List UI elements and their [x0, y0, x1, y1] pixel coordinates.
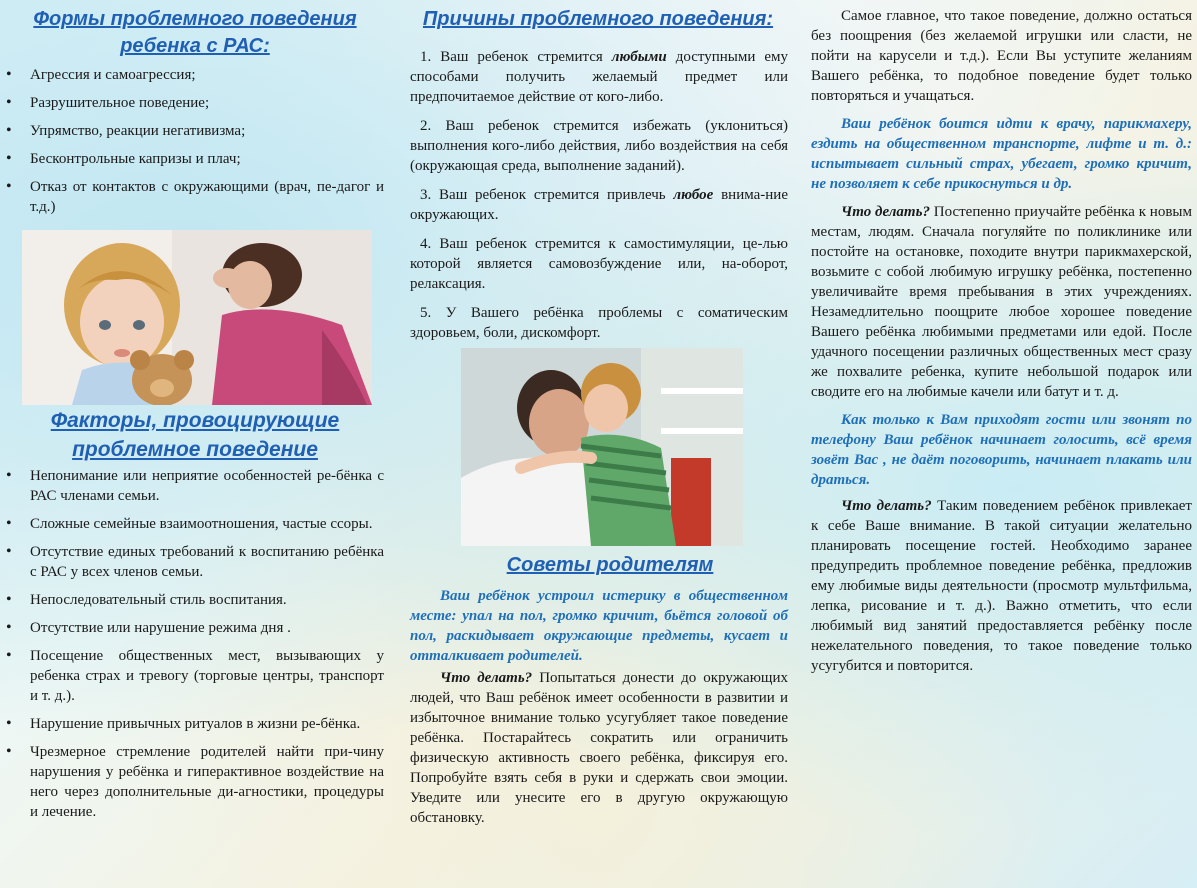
list-item: • Отказ от контактов с окружающими (врач, пе-дагог и т.д.) — [0, 177, 384, 217]
causes-title: Причины проблемного поведения: — [422, 8, 774, 30]
advice-situation: Ваш ребёнок устроил истерику в общественном месте: упал на пол, громко кричит, бьётся головой об пол, раскидывает окружающие предметы, кусает и отталкивает родителей. — [410, 588, 788, 664]
photo-child-and-mother — [22, 230, 372, 405]
factors-list — [0, 466, 384, 830]
factors-heading — [10, 406, 380, 464]
forms-heading — [10, 6, 380, 60]
list-item: • Агрессия и самоагрессия; — [0, 65, 384, 85]
forms-title-line2: ребенка с РАС: — [120, 35, 270, 57]
right-column-text — [811, 6, 1192, 676]
forms-list — [0, 65, 384, 225]
cause-item: 4. Ваш ребенок стремится к самостимуляции, це-лью которой является самовозбуждение или, на-оборот, релаксация. — [410, 236, 788, 292]
list-item: • Непонимание или неприятие особенностей ре-бёнка с РАС членами семьи. — [0, 466, 384, 506]
list-item: • Бесконтрольные капризы и плач; — [0, 149, 384, 169]
forms-title-line1: Формы проблемного поведения — [33, 8, 357, 30]
column-left — [0, 0, 392, 888]
situation-doctor: Ваш ребёнок боится идти к врачу, парикмахеру, ездить на общественном транспорте, лифте и т. д.: испытывает сильный страх, убегает, громко кричит, не позволяет к себе прикоснуться и др. — [811, 116, 1192, 192]
column-middle — [400, 0, 796, 888]
advice-title: Советы родителям — [506, 554, 714, 576]
photo-father-and-son — [461, 348, 743, 546]
list-item: • Нарушение привычных ритуалов в жизни ре-бёнка. — [0, 714, 384, 734]
list-item: • Посещение общественных мест, вызывающих у ребенка страх и тревогу (торговые центры, транспорт и т. д.). — [0, 646, 384, 706]
advice-guests: Что делать? Таким поведением ребёнок привлекает к себе Ваше внимание. В такой ситуации желательно планировать посещение гостей. Необходимо заранее предупредить проблемное поведение ребёнка, предложив ему любимые виды деятельности (просмотр мультфильма, лепка, рисование и т. д.). Важно отметить, что если любимый вид занятий предоставляется ребёнку после нежелательного поведения, то такое поведение только усугубится и повторится. — [811, 498, 1192, 674]
list-item: • Упрямство, реакции негативизма; — [0, 121, 384, 141]
situation-guests: Как только к Вам приходят гости или звонят по телефону Ваш ребёнок начинает голосить, всё время зовёт Вас , не даёт поговорить, начинает плакать или драться. — [811, 412, 1192, 488]
cause-item: 3. Ваш ребенок стремится привлечь любое внима-ние окружающих. — [410, 187, 788, 223]
list-item: • Отсутствие единых требований к воспитанию ребёнка с РАС у всех членов семьи. — [0, 542, 384, 582]
list-item: • Непоследовательный стиль воспитания. — [0, 590, 384, 610]
factors-title-line1: Факторы, провоцирующие — [50, 409, 340, 432]
causes-list — [410, 47, 788, 352]
cause-item: 2. Ваш ребенок стремится избежать (уклониться) выполнения кого-либо действия, либо воздействия на себя (окружающая среда, выполнение заданий). — [410, 118, 788, 174]
advice-block — [410, 586, 788, 828]
column-right — [806, 0, 1197, 888]
factors-title-line2: проблемное поведение — [72, 438, 318, 461]
cause-item: 5. У Вашего ребёнка проблемы с соматическим здоровьем, боли, дискомфорт. — [410, 305, 788, 341]
advice-doctor: Что делать? Постепенно приучайте ребёнка к новым местам, людям. Сначала погуляйте по поликлинике или постойте на остановке, походите внутри парикмахерской, возьмите с собой любимую игрушку ребёнка, постепенно увеличивайте время пребывания в этих учреждениях. Незамедлительно поощрите любое хорошее поведение Вашего ребёнка любимыми предметами или едой. После удачного посещении различных общественных мест сразу же похвалите ребенка, купите небольшой подарок или сводите его на любимые качели или батут и т. д. — [811, 204, 1192, 400]
cause-item: 1. Ваш ребенок стремится любыми доступными ему способами получить желаемый предмет или предпочитаемое действие от кого-либо. — [410, 49, 788, 105]
list-item: • Сложные семейные взаимоотношения, частые ссоры. — [0, 514, 384, 534]
list-item: • Отсутствие или нарушение режима дня . — [0, 618, 384, 638]
intro-paragraph: Самое главное, что такое поведение, должно остаться без поощрения (без желаемой игрушки или сласти, не пойти на карусели и т.д.). Если Вы уступите желаниям Вашего ребёнка, то подобное поведение будет только повторяться и учащаться. — [811, 8, 1192, 104]
list-item: • Разрушительное поведение; — [0, 93, 384, 113]
list-item: • Чрезмерное стремление родителей найти при-чину нарушения у ребёнка и гиперактивное воздействие на него через дополнительные ди-агностики, процедуры и лечение. — [0, 742, 384, 822]
what-to-do-label: Что делать? — [440, 670, 533, 686]
advice-text: Что делать? Попытаться донести до окружающих людей, что Ваш ребёнок имеет особенности в развитии и избыточное внимание только усугубляет такое поведение ребёнка. Постарайтесь сократить или ограничить физическую активность своего ребёнка, фиксируя его. Попробуйте взять себя в руки и сдержать свои эмоции. Уведите или унесите его в другую окружающую обстановку. — [410, 670, 788, 826]
